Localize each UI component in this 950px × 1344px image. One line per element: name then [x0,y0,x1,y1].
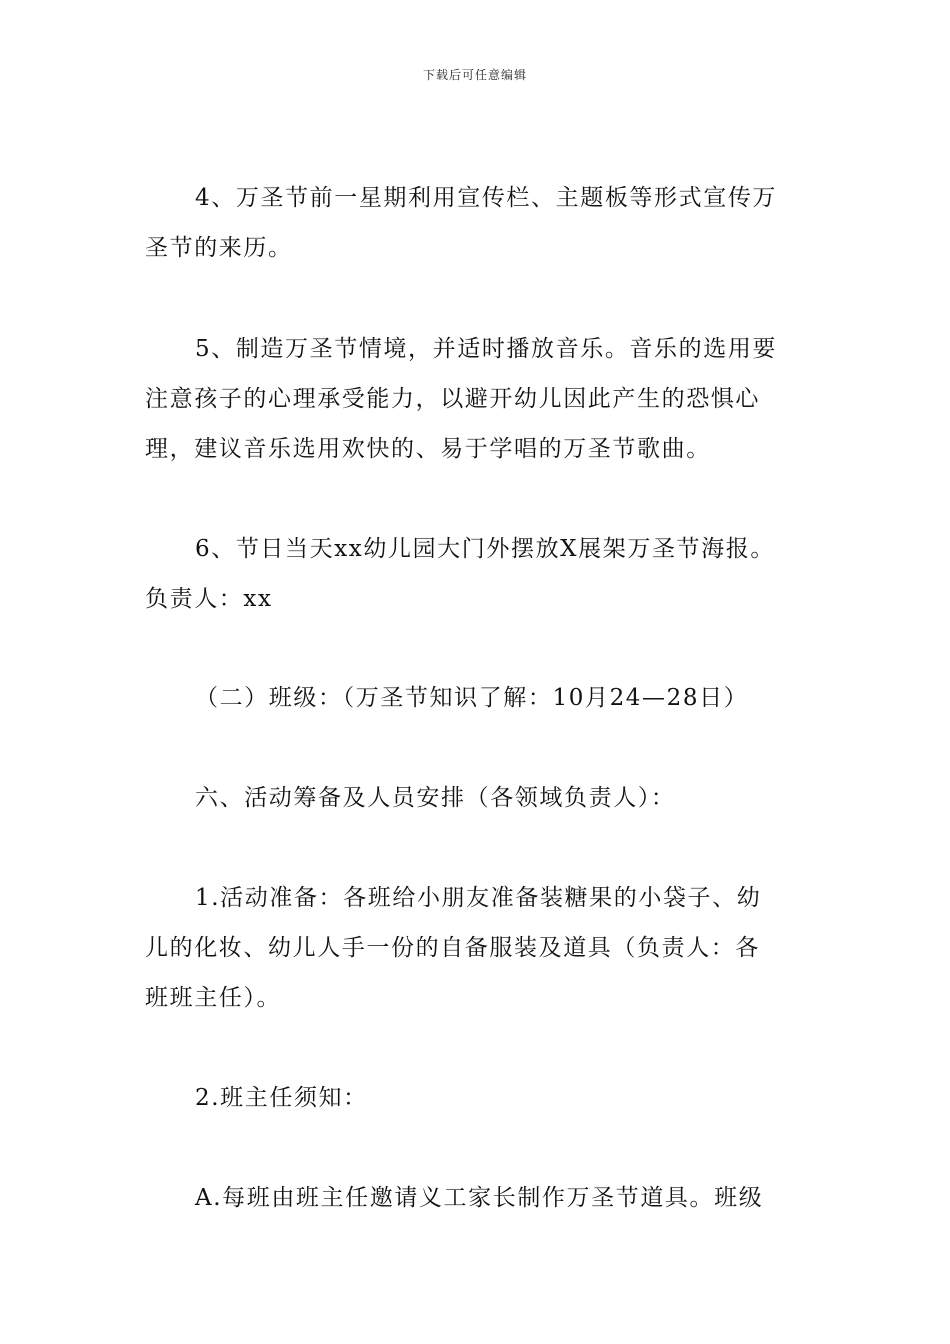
paragraph-line: 班班主任）。 [145,985,282,1011]
paragraph-line: 儿的化妆、幼儿人手一份的自备服装及道具（负责人：各 [145,935,760,961]
section-heading: （二）班级：（万圣节知识了解：10月24—28日） [195,685,749,711]
paragraph-line: 1.活动准备：各班给小朋友准备装糖果的小袋子、幼 [195,885,762,911]
section-heading: 六、活动筹备及人员安排（各领域负责人）： [195,785,676,811]
paragraph-line: 6、节日当天xx幼儿园大门外摆放X展架万圣节海报。 [195,536,775,562]
page-header: 下载后可任意编辑 [422,68,527,82]
paragraph-line: A.每班由班主任邀请义工家长制作万圣节道具。班级 [195,1185,764,1211]
paragraph-line: 4、万圣节前一星期利用宣传栏、主题板等形式宣传万 [195,185,778,211]
paragraph-line: 圣节的来历。 [145,235,293,261]
paragraph-line: 理，建议音乐选用欢快的、易于学唱的万圣节歌曲。 [145,436,711,462]
paragraph-line: 负责人：xx [145,586,273,612]
paragraph-line: 2.班主任须知： [195,1085,368,1111]
paragraph-line: 注意孩子的心理承受能力，以避开幼儿因此产生的恐惧心 [145,386,760,412]
paragraph-line: 5、制造万圣节情境，并适时播放音乐。音乐的选用要 [195,336,778,362]
